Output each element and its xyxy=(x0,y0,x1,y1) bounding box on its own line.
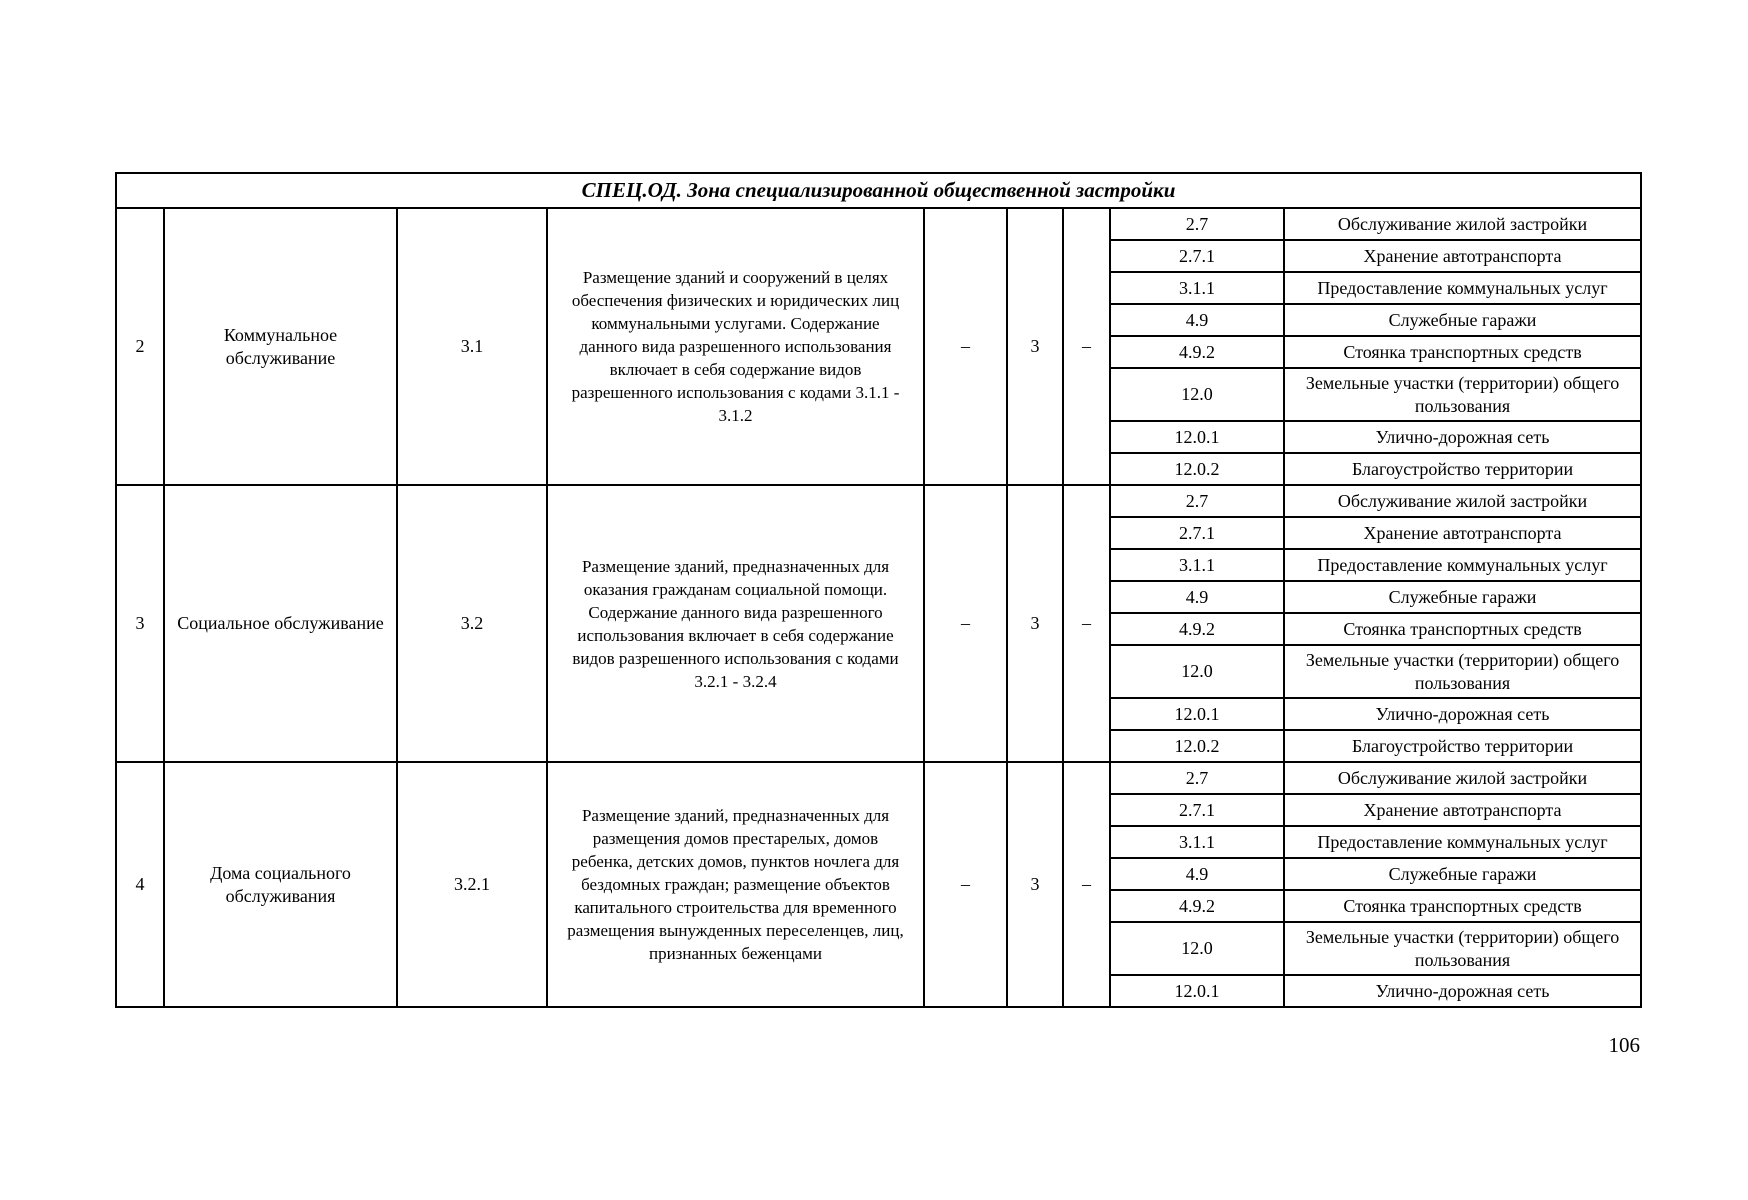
row-number: 3 xyxy=(116,485,164,762)
related-code: 12.0.1 xyxy=(1110,698,1284,730)
related-code: 4.9.2 xyxy=(1110,336,1284,368)
related-name: Предоставление коммунальных услуг xyxy=(1284,826,1641,858)
related-code: 12.0 xyxy=(1110,368,1284,421)
param-cell-3: – xyxy=(1063,762,1110,1007)
related-name: Служебные гаражи xyxy=(1284,304,1641,336)
related-name: Улично-дорожная сеть xyxy=(1284,975,1641,1007)
related-code: 2.7 xyxy=(1110,762,1284,794)
use-type-description: Размещение зданий, предназначенных для размещения домов престарелых, домов ребенка, детских домов, пунктов ночлега для бездомных граждан; размещение объектов капитального строительства для временного размещения вынужденных переселенцев, лиц, признанных беженцами xyxy=(547,762,924,1007)
use-type-code: 3.1 xyxy=(397,208,547,485)
table-row xyxy=(116,762,1641,794)
related-code: 2.7.1 xyxy=(1110,240,1284,272)
table-row xyxy=(116,485,1641,517)
related-name: Обслуживание жилой застройки xyxy=(1284,208,1641,240)
param-cell-3: – xyxy=(1063,485,1110,762)
related-name: Хранение автотранспорта xyxy=(1284,240,1641,272)
related-name: Улично-дорожная сеть xyxy=(1284,421,1641,453)
related-code: 2.7.1 xyxy=(1110,517,1284,549)
use-type-description: Размещение зданий, предназначенных для оказания гражданам социальной помощи. Содержание данного вида разрешенного использования включает в себя содержание видов разрешенного использования с кодами 3.2.1 - 3.2.4 xyxy=(547,485,924,762)
related-code: 2.7 xyxy=(1110,208,1284,240)
related-name: Обслуживание жилой застройки xyxy=(1284,762,1641,794)
zone-table xyxy=(115,172,1642,1008)
related-code: 12.0.1 xyxy=(1110,421,1284,453)
related-code: 12.0.2 xyxy=(1110,730,1284,762)
related-code: 4.9 xyxy=(1110,304,1284,336)
related-name: Стоянка транспортных средств xyxy=(1284,336,1641,368)
param-cell-1: – xyxy=(924,485,1007,762)
related-name: Предоставление коммунальных услуг xyxy=(1284,272,1641,304)
related-name: Земельные участки (территории) общего пользования xyxy=(1284,368,1641,421)
use-type-code: 3.2.1 xyxy=(397,762,547,1007)
param-cell-2: 3 xyxy=(1007,485,1063,762)
related-code: 12.0.1 xyxy=(1110,975,1284,1007)
related-code: 3.1.1 xyxy=(1110,272,1284,304)
related-name: Служебные гаражи xyxy=(1284,581,1641,613)
related-name: Улично-дорожная сеть xyxy=(1284,698,1641,730)
related-name: Предоставление коммунальных услуг xyxy=(1284,549,1641,581)
param-cell-2: 3 xyxy=(1007,208,1063,485)
related-code: 3.1.1 xyxy=(1110,549,1284,581)
page-number: 106 xyxy=(1608,1033,1640,1057)
related-code: 12.0 xyxy=(1110,645,1284,698)
related-name: Благоустройство территории xyxy=(1284,453,1641,485)
related-name: Служебные гаражи xyxy=(1284,858,1641,890)
table-row xyxy=(116,208,1641,240)
param-cell-1: – xyxy=(924,762,1007,1007)
related-code: 3.1.1 xyxy=(1110,826,1284,858)
related-name: Обслуживание жилой застройки xyxy=(1284,485,1641,517)
use-type-description: Размещение зданий и сооружений в целях обеспечения физических и юридических лиц коммунальными услугами. Содержание данного вида разрешенного использования включает в себя содержание видов разрешенного использования с кодами 3.1.1 - 3.1.2 xyxy=(547,208,924,485)
related-code: 4.9.2 xyxy=(1110,613,1284,645)
related-code: 2.7 xyxy=(1110,485,1284,517)
related-code: 2.7.1 xyxy=(1110,794,1284,826)
zone-title: СПЕЦ.ОД. Зона специализированной общественной застройки xyxy=(116,173,1641,208)
related-name: Благоустройство территории xyxy=(1284,730,1641,762)
use-type-name: Коммунальное обслуживание xyxy=(164,208,397,485)
row-number: 2 xyxy=(116,208,164,485)
param-cell-2: 3 xyxy=(1007,762,1063,1007)
related-name: Стоянка транспортных средств xyxy=(1284,890,1641,922)
param-cell-1: – xyxy=(924,208,1007,485)
use-type-name: Социальное обслуживание xyxy=(164,485,397,762)
related-code: 4.9 xyxy=(1110,858,1284,890)
row-number: 4 xyxy=(116,762,164,1007)
related-name: Земельные участки (территории) общего пользования xyxy=(1284,922,1641,975)
use-type-code: 3.2 xyxy=(397,485,547,762)
related-name: Земельные участки (территории) общего пользования xyxy=(1284,645,1641,698)
related-code: 4.9.2 xyxy=(1110,890,1284,922)
param-cell-3: – xyxy=(1063,208,1110,485)
use-type-name: Дома социального обслуживания xyxy=(164,762,397,1007)
related-code: 12.0 xyxy=(1110,922,1284,975)
related-name: Стоянка транспортных средств xyxy=(1284,613,1641,645)
related-name: Хранение автотранспорта xyxy=(1284,794,1641,826)
related-code: 4.9 xyxy=(1110,581,1284,613)
related-code: 12.0.2 xyxy=(1110,453,1284,485)
related-name: Хранение автотранспорта xyxy=(1284,517,1641,549)
